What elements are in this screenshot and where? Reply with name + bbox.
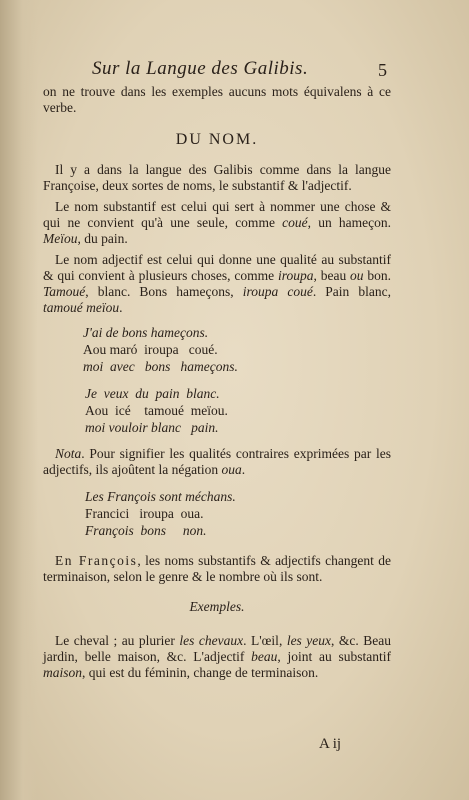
text-run-italic: maison: [43, 665, 83, 680]
running-title: Sur la Langue des Galibis.: [92, 58, 309, 79]
example-line-gloss: François bons non.: [85, 523, 207, 538]
paragraph-3: [43, 252, 391, 316]
text-run: bon.: [363, 268, 392, 283]
text-run: , un hameçon.: [307, 215, 391, 230]
text-run-italic: iroupa: [277, 268, 314, 283]
text-run: Le cheval ; au plurier: [55, 633, 180, 648]
text-run: . Pour signifier les qualités contraires exprimées par les adjectifs, ils ajoûtent la négation: [43, 446, 391, 477]
example-line-gloss: moi vouloir blanc pain.: [85, 420, 219, 435]
text-run: , blanc. Bons hameçons,: [85, 284, 243, 299]
text-run-italic: Tamoué: [43, 284, 86, 299]
paragraph-4: [43, 553, 391, 585]
small-caps-run: En François: [55, 553, 138, 568]
text-run: .: [241, 462, 246, 477]
paragraph-1: Il y a dans la langue des Galibis comme dans la langue Françoise, deux sortes de noms, le substantif & l'adjectif.: [43, 162, 391, 193]
text-run: Le nom substantif est celui qui sert à nommer une chose & qui ne convient qu'à une seule, comme: [43, 199, 391, 230]
example-line-galibi: Francici iroupa oua.: [85, 506, 204, 521]
intro-line: on ne trouve dans les exemples aucuns mots équivalens à ce verbe.: [43, 84, 391, 115]
section-title: DU NOM.: [175, 131, 259, 148]
exemples-title: Exemples.: [189, 599, 245, 614]
example-line-galibi: Aou maró iroupa coué.: [83, 342, 218, 357]
text-run: , beau: [313, 268, 351, 283]
example-line-french: Les François sont méchans.: [85, 489, 236, 504]
example-block-2: [85, 385, 391, 436]
text-run: , les noms substantifs & adjectifs changent de terminaison, selon le genre & le nombre où ils sont.: [43, 553, 391, 584]
text-run-italic: Meïou: [43, 231, 78, 246]
example-line-gloss: moi avec bons hameçons.: [83, 359, 238, 374]
paragraph-5: [43, 633, 391, 681]
text-run-italic: les yeux: [286, 633, 332, 648]
text-run: , &c. Beau jardin, belle maison, &c. L'adjectif: [43, 633, 391, 664]
example-line-french: J'ai de bons hameçons.: [83, 325, 209, 340]
signature-mark: A ij: [319, 736, 342, 752]
text-run: . Pain blanc,: [312, 284, 391, 299]
text-run-italic: iroupa coué: [242, 284, 313, 299]
example-line-galibi: Aou icé tamoué meïou.: [85, 403, 228, 418]
text-run: , du pain.: [77, 231, 128, 246]
body-text: [43, 84, 391, 681]
nota-paragraph: [43, 446, 391, 478]
text-run: , joint au substantif: [277, 649, 391, 664]
text-run-italic: tamoué meïou: [43, 300, 120, 315]
text-run-italic: oua: [221, 462, 242, 477]
nota-label: Nota: [55, 446, 82, 461]
text-run-italic: ou: [350, 268, 364, 283]
text-run-italic: les chevaux: [179, 633, 244, 648]
text-run: . L'œil,: [243, 633, 287, 648]
page-number: 5: [378, 60, 387, 80]
text-run-italic: coué: [282, 215, 308, 230]
paragraph-2: [43, 199, 391, 247]
text-run: Le nom adjectif est celui qui donne une qualité au substantif & qui convient à plusieurs choses, comme: [43, 252, 391, 283]
text-run: , qui est du féminin, change de terminaison.: [82, 665, 319, 680]
example-block-3: [85, 488, 391, 539]
example-line-french: Je veux du pain blanc.: [85, 386, 220, 401]
text-run-italic: beau: [251, 649, 278, 664]
text-run: .: [119, 300, 123, 315]
example-block-1: [83, 324, 391, 375]
page-gutter-shadow: [0, 0, 38, 800]
